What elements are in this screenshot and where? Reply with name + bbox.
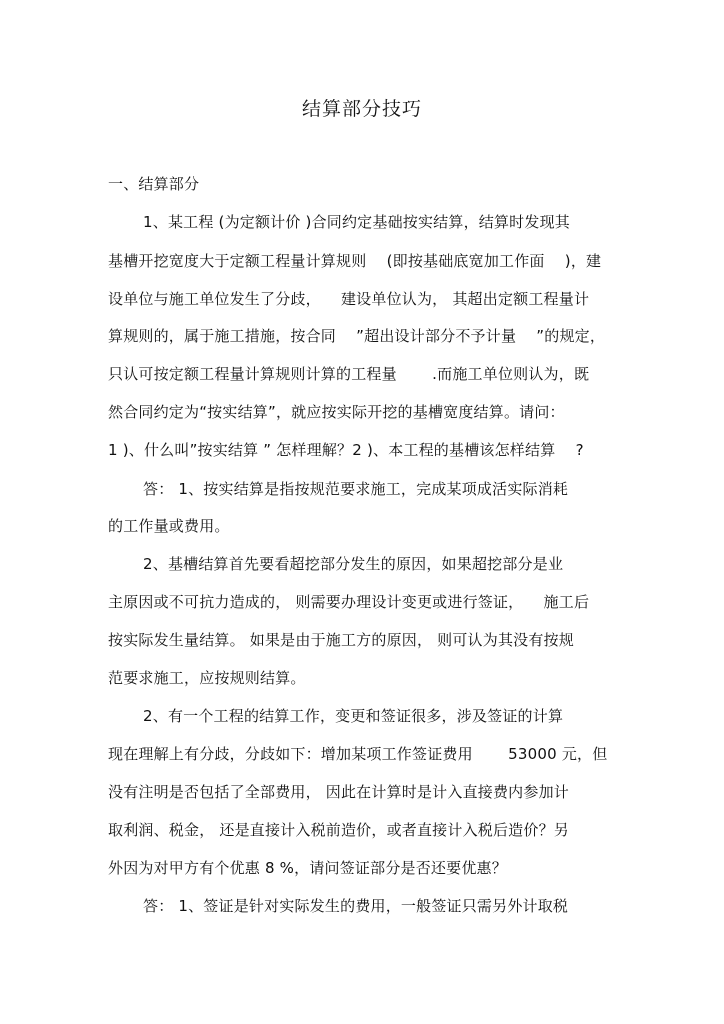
answer-line: 的工作量或费用。 bbox=[108, 517, 230, 535]
answer-line: 答： 1、按实结算是指按规范要求施工，完成某项成活实际消耗 bbox=[143, 480, 569, 498]
paragraph-line: 算规则的，属于施工措施，按合同 ”超出设计部分不予计量 ”的规定， bbox=[108, 327, 606, 345]
paragraph-line: 1、某工程 (为定额计价 )合同约定基础按实结算，结算时发现其 bbox=[143, 213, 570, 231]
paragraph-line: 只认可按定额工程量计算规则计算的工程量 .而施工单位则认为，既 bbox=[108, 365, 590, 383]
paragraph-line: 没有注明是否包括了全部费用， 因此在计算时是计入直接费内参加计 bbox=[108, 783, 569, 801]
document-title: 结算部分技巧 bbox=[301, 98, 422, 120]
answer-line: 2、基槽结算首先要看超挖部分发生的原因，如果超挖部分是业 bbox=[143, 555, 564, 573]
paragraph-line: 现在理解上有分歧，分歧如下：增加某项工作签证费用 53000 元，但 bbox=[108, 745, 608, 763]
paragraph-line: 基槽开挖宽度大于定额工程量计算规则 (即按基础底宽加工作面 )，建 bbox=[108, 252, 602, 270]
paragraph-line: 2、有一个工程的结算工作，变更和签证很多，涉及签证的计算 bbox=[143, 707, 564, 725]
paragraph-line: 设单位与施工单位发生了分歧， 建设单位认为， 其超出定额工程量计 bbox=[108, 290, 590, 308]
section-heading: 一、结算部分 bbox=[108, 175, 200, 193]
paragraph-line: 取利润、税金， 还是直接计入税前造价，或者直接计入税后造价？另 bbox=[108, 821, 569, 839]
paragraph-line: 然合同约定为“按实结算”，就应按实际开挖的基槽宽度结算。请问： bbox=[108, 403, 565, 421]
answer-line: 范要求施工，应按规则结算。 bbox=[108, 669, 306, 687]
paragraph-line: 外因为对甲方有个优惠 8 %，请问签证部分是否还要优惠？ bbox=[108, 859, 507, 877]
answer-line: 答： 1、签证是针对实际发生的费用，一般签证只需另外计取税 bbox=[143, 897, 569, 915]
paragraph-line: 1 )、什么叫”按实结算 ” 怎样理解？2 )、本工程的基槽该怎样结算 ? bbox=[108, 441, 584, 459]
answer-line: 主原因或不可抗力造成的， 则需要办理设计变更或进行签证， 施工后 bbox=[108, 593, 590, 611]
answer-line: 按实际发生量结算。 如果是由于施工方的原因， 则可认为其没有按规 bbox=[108, 631, 574, 649]
